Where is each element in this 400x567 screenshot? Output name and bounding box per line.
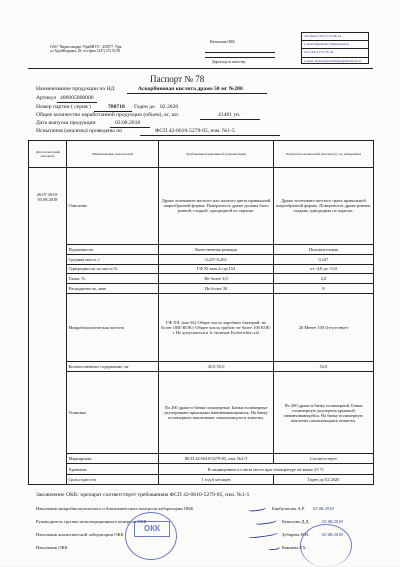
quantity-label: Общее количество наработанной продукции (объем), кг, шт.: [36, 112, 180, 118]
row-result: Годен до 02 2020: [274, 475, 374, 485]
row-result: Драже зеленовато-желтого цвета правильной шарообразной формы. Поверхность драже ровная, гладкая, однородная по окраске.: [274, 167, 374, 244]
signature-date: 03.08.2018: [313, 506, 334, 511]
head-okk-label: Начальник ОКК: [210, 40, 235, 44]
column-header: Дата испытаний (анализа): [29, 141, 67, 168]
row-result: 0,247: [274, 254, 374, 264]
signature-role: Начальник ОКК: [36, 545, 68, 550]
signature-role: Начальник аналитической лаборатории ОКК: [36, 532, 124, 537]
document-title: Паспорт № 78: [150, 74, 205, 84]
row-name: Подлинность: [67, 245, 159, 255]
row-requirement: ГФ XI вып.2,стр.154: [159, 264, 274, 274]
row-requirement: Не более 3,0: [159, 274, 274, 284]
column-header: Наименование показателей: [67, 141, 159, 168]
row-name: Распадаемость, мин: [67, 284, 159, 294]
row-requirement: 45,0-55,0: [159, 362, 274, 372]
row-name: Упаковка: [67, 372, 159, 454]
row-name: Количественное содержание, мг: [67, 362, 159, 372]
row-name: Описание: [67, 167, 159, 244]
row-requirement: 0,237-0,263: [159, 254, 274, 264]
signature-role: Начальник микробиологического и биохимического контроля лаборатории ОКК: [36, 506, 194, 511]
signature-name: Бикбулатова А.Р.: [272, 506, 305, 511]
article-value: 406005000000: [60, 95, 94, 101]
row-result: от -4,0 до +5,0: [274, 264, 374, 274]
round-seal: [300, 524, 352, 567]
row-result: 52,0: [274, 362, 374, 372]
okk-stamp: [125, 512, 177, 560]
row-requirement: По 200 драже в банки полимерные. Банки полимерные укупоривают крышками навинчивающимися. На банку полимерную наклеивают самоклеящуюся этикетку.: [159, 372, 274, 454]
valid-value: 02 2020: [160, 104, 179, 110]
row-requirement: В защищенном от света месте при температуре не выше 25 °С: [159, 464, 374, 475]
signature-role: Руководитель группы межоперационного контроля ОКК: [36, 519, 147, 524]
row-result: 8: [274, 284, 374, 294]
test-date-cell: 26.07.2018-03.08.2018: [29, 167, 67, 484]
product-value: Аскорбиновая кислота драже 50 мг №200: [138, 86, 243, 92]
product-label: Наименование продукции по НД: [36, 86, 115, 92]
contact-line: e-mail:rfgkonsalt+ufpharmod.ru: [302, 41, 368, 49]
conclusion: Заключение ОКК: препарат соответствует требованиям ФСП 42-0610-5279-05, изм. №1-5: [36, 492, 250, 498]
signature-name: Кувалова Д.Д.: [282, 519, 310, 524]
row-result: Положительная: [274, 245, 374, 255]
row-name: Тальк, %: [67, 274, 159, 284]
valid-label: Годен до: [134, 104, 155, 110]
row-name: Средняя масса, г: [67, 254, 159, 264]
contact-line: Тел/факс (347) 272-46-14: [302, 33, 368, 41]
handwritten-signature: [248, 529, 279, 539]
article-label: Артикул: [36, 95, 57, 101]
row-result: 2,0: [274, 274, 374, 284]
release-date-label: Дата выпуска продукции: [36, 120, 96, 126]
signature-name: Каниева Р.Х.: [282, 545, 307, 550]
row-name: Хранение: [67, 464, 159, 475]
row-name: Срок годности: [67, 475, 159, 485]
handwritten-signature: [248, 504, 267, 512]
row-requirement: Качественная реакция: [159, 245, 274, 255]
row-requirement: 1 год 6 месяцев: [159, 475, 274, 485]
stamp-label: ОКК: [134, 521, 170, 537]
company-header-text: ОАО "Фармстандарт-УфаВИТА", 450077, Уфа, ул.Худайбердина, 28, тел/факс (347) 272 92 85: [50, 45, 123, 54]
row-result: Соответствует: [274, 454, 374, 464]
handwritten-signature: [255, 516, 278, 525]
batch-label: Номер партии ( серия ): [36, 104, 91, 110]
test-results-table: [28, 140, 374, 485]
quantity-value: 41481 уп.: [218, 112, 241, 118]
batch-value: 780718: [108, 104, 125, 110]
tests-label: Испытания (анализы) проведены по: [36, 128, 122, 134]
contact-line: Тел (347) 272-35-34: [302, 49, 368, 57]
row-requirement: Драже зеленовато-желтого или желтого цвета правильной шарообразной формы. Поверхность драже должна быть ровной, гладкой, однородной по окраске.: [159, 167, 274, 244]
signature-name: Зубарева Н.В.: [282, 532, 310, 537]
director-label: Директор по качеству: [212, 60, 246, 64]
contact-box: [301, 32, 369, 64]
row-name: Однородность по массе,%: [67, 264, 159, 274]
release-date-value: 03.08.2018: [115, 120, 141, 126]
signature-date: 03.08.2018: [322, 532, 343, 537]
row-requirement: ФСП 42-0610-5279-05, изм. №1-5: [159, 454, 274, 464]
row-name: Маркировка: [67, 454, 159, 464]
row-requirement: Не более 30: [159, 284, 274, 294]
handwritten-signature: [268, 543, 281, 551]
row-result: 20 Менее 100 Отсутствует: [274, 293, 374, 362]
signature-date: 03.08.2018: [322, 519, 343, 524]
column-header: Результаты испытаний (анализа) (с ед. измерения): [274, 141, 374, 168]
tests-value: ФСП 42-0610-5279-05, изм. №1-5: [155, 128, 235, 134]
column-header: Требования нормативной документации: [159, 141, 274, 168]
row-name: Микробиологическая чистота: [67, 293, 159, 362]
row-result: По 200 драже в банку полимерной. Банки полимерную укупорена крышкой навинчивающейся. На банку полимерную наклеена самоклеящаяся этикетка.: [274, 372, 374, 454]
contact-line: e-mail: ekstandartaladimes@pharmod.ru: [304, 58, 362, 63]
row-requirement: ГФ XII, (кат.3А) Общее число аэробных бактерий: не более 1000 КОЕ/г Общее число грибов: не более 100 КОЕ/г Не допускается в 1г наличие Escherichia coli: [159, 293, 274, 362]
